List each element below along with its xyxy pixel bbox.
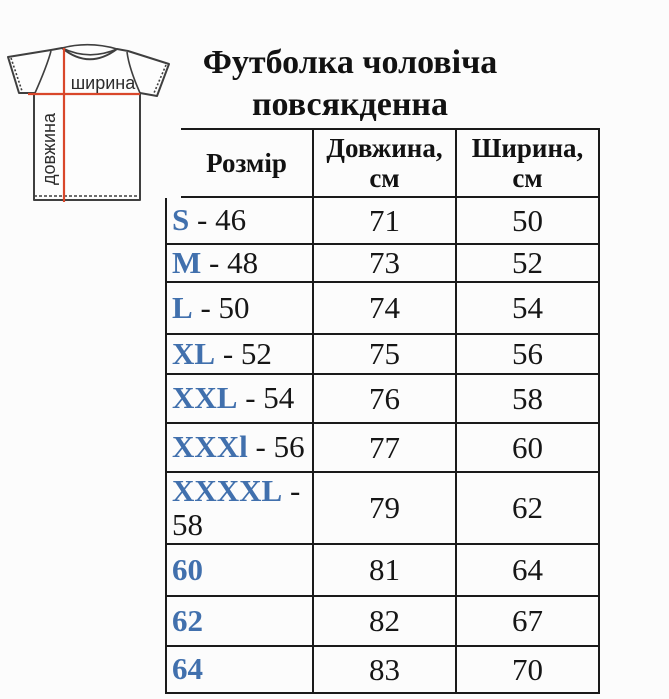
width-measure-label: ширина — [70, 73, 136, 93]
table-row — [167, 198, 598, 245]
page-title-line2: повсякденна — [251, 86, 449, 124]
size-label — [172, 381, 294, 415]
size-label — [172, 604, 203, 638]
length-cell: 71 — [312, 198, 455, 243]
size-code: S — [172, 202, 190, 238]
size-suffix: - 48 — [201, 244, 259, 280]
size-table — [165, 128, 600, 694]
length-measure-label: довжина — [39, 113, 59, 185]
size-code: XXL — [172, 380, 238, 416]
size-cell — [167, 647, 312, 692]
size-code: L — [172, 289, 193, 325]
size-code: XXXl — [172, 429, 248, 465]
size-label — [172, 652, 203, 686]
size-label — [172, 291, 250, 325]
length-cell: 81 — [312, 545, 455, 595]
size-table-body — [165, 198, 600, 694]
table-row — [167, 245, 598, 283]
width-cell: 62 — [455, 473, 598, 543]
size-code: M — [172, 244, 202, 280]
length-cell: 77 — [312, 424, 455, 471]
size-cell — [167, 335, 312, 373]
size-suffix: - 50 — [192, 289, 250, 325]
size-suffix: - 52 — [215, 335, 272, 371]
width-cell: 70 — [455, 647, 598, 692]
size-code: 60 — [172, 551, 203, 587]
table-row — [167, 283, 598, 335]
size-label — [172, 553, 203, 587]
length-cell: 79 — [312, 473, 455, 543]
size-cell — [167, 473, 312, 543]
size-code: XL — [172, 335, 216, 371]
size-cell — [167, 198, 312, 243]
size-label — [172, 203, 246, 237]
length-cell: 73 — [312, 245, 455, 281]
size-table-header — [181, 128, 600, 198]
table-row — [167, 647, 598, 694]
size-code: 64 — [172, 651, 203, 687]
size-cell — [167, 545, 312, 595]
length-cell: 82 — [312, 597, 455, 645]
size-suffix: - 46 — [189, 202, 247, 238]
size-label — [172, 246, 258, 280]
size-label — [172, 474, 312, 542]
size-code: 62 — [172, 602, 203, 638]
size-cell — [167, 424, 312, 471]
width-cell: 67 — [455, 597, 598, 645]
width-cell: 58 — [455, 375, 598, 422]
length-cell: 76 — [312, 375, 455, 422]
size-cell — [167, 375, 312, 422]
table-row — [167, 545, 598, 597]
length-cell: 83 — [312, 647, 455, 692]
size-cell — [167, 283, 312, 333]
table-row — [167, 424, 598, 473]
length-cell: 74 — [312, 283, 455, 333]
size-label — [172, 337, 272, 371]
header-width: Ширина, см — [455, 130, 598, 196]
size-code: XXXXL — [172, 472, 283, 508]
width-cell: 64 — [455, 545, 598, 595]
width-cell: 52 — [455, 245, 598, 281]
tshirt-diagram — [0, 36, 180, 208]
width-cell: 50 — [455, 198, 598, 243]
size-cell — [167, 245, 312, 281]
page-title — [178, 42, 522, 126]
length-cell: 75 — [312, 335, 455, 373]
header-size: Розмір — [206, 147, 287, 178]
width-cell: 56 — [455, 335, 598, 373]
tshirt-outline — [8, 48, 169, 200]
table-row — [167, 375, 598, 424]
size-suffix: - 56 — [247, 429, 305, 465]
size-suffix: - 58 — [172, 472, 309, 542]
table-row — [167, 335, 598, 375]
size-cell — [167, 597, 312, 645]
size-label — [172, 430, 305, 464]
header-length: Довжина, см — [312, 130, 455, 196]
table-row — [167, 473, 598, 545]
width-cell: 54 — [455, 283, 598, 333]
width-cell: 60 — [455, 424, 598, 471]
table-row — [167, 597, 598, 647]
page-title-line1: Футболка чоловіча — [202, 44, 498, 81]
size-suffix: - 54 — [237, 380, 295, 416]
